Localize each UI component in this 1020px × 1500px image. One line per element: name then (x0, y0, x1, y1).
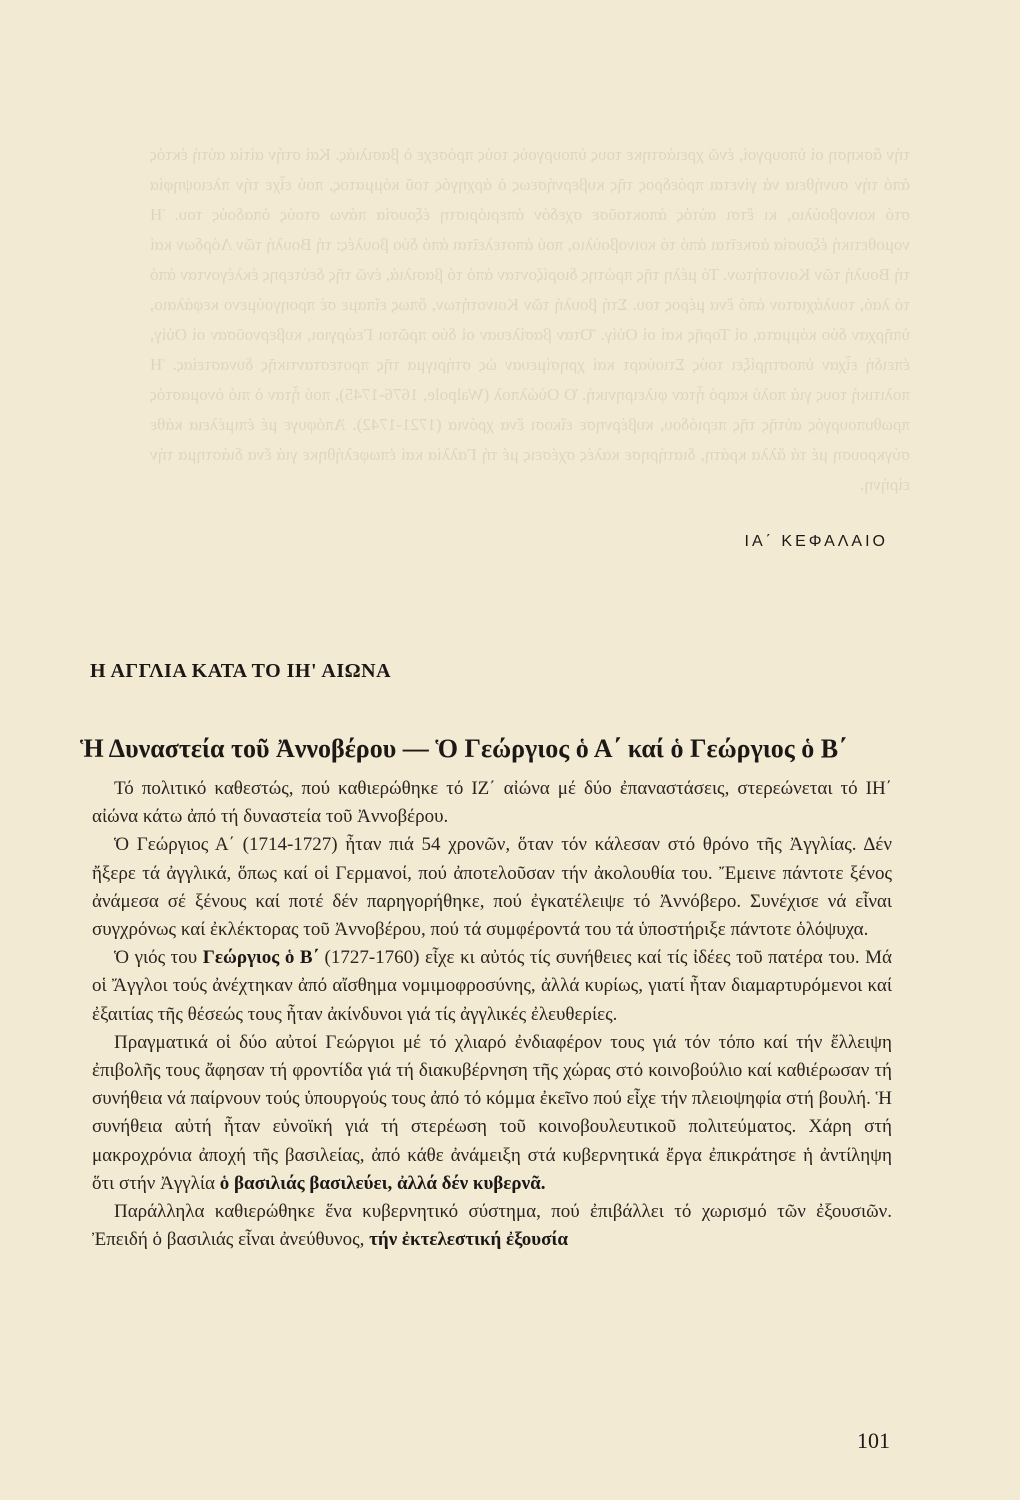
paragraph-2 (92, 831, 892, 944)
chapter-label: ΙΑ΄ ΚΕΦΑΛΑΙΟ (744, 533, 888, 550)
page-number: 101 (857, 1428, 890, 1453)
paragraph-3-text-end: (1727-1760) εἶχε κι αὐτός τίς συνήθειες καί τίς ἰδέες τοῦ πατέρα του. Μά οἱ Ἄγγλοι τούς ἀνέχτηκαν ἀπό αἴσθημα νομιμοφροσύνης, ἀλλά κυρίως, γιατί ἦταν διαμαρτυρόμενοι καί ἐξαιτίας τῆς θέσεώς τους ἦταν ἀκίνδυνοι γιά τίς ἀγγλικές ἐλευθερίες. (92, 947, 893, 1025)
paragraph-1 (92, 775, 892, 831)
paragraph-5-text: Παράλληλα καθιερώθηκε ἕνα κυβερνητικό σύστημα, πού ἐπιβάλλει τό χωρισμό τῶν ἐξουσιῶν. Ἐπειδή ὁ βασιλιάς εἶναι ἀνεύθυνος, (92, 1201, 892, 1251)
paragraph-3 (92, 944, 892, 1029)
bleed-through-text: τήν ἄσκηση οἱ ὑπουργοί, ἐνῶ χρειάστηκε τους ὑπουργούς τούς πρόσεχε ὁ βασιλιάς. Καί στήν αἰτία αὐτή ἐκτός ἀπό τήν συνήθεια νά γίνεται πρόεδρος τῆς κυβερνήσεως ὁ ἀρχηγός τοῦ κόμματος, πού εἶχε τήν πλειοψηφία στό κοινοβούλιο, κι ἔτσι αὐτός ἀποκτοῦσε σχεδόν ἀπεριόριστη ἐξουσία πάνω στούς ὀπαδούς του. Ἡ νομοθετική ἐξουσία ἀσκεῖται ἀπό τό κοινοβούλιο, πού ἀποτελεῖται ἀπό δύο βουλές: τή Βουλή τῶν Λόρδων καί τή Βουλή τῶν Κοινοτήτων. Τό μέλη τῆς πρώτης διορίζονταν ἀπό τό βασιλιά, ἐνῶ τῆς δεύτερης ἐκλέγονταν ἀπό τό λαό, τουλάχιστον ἀπό ἕνα μέρος του. Στή βουλή τῶν Κοινοτήτων, ὅπως εἴπαμε σέ προηγούμενο κεφάλαιο, ὑπῆρχαν δύο κόμματα, οἱ Τορῆς καί οἱ Οὐίγ. Ὅταν βασίλευαν οἱ δύο πρῶτοι Γεώργιοι, κυβερνοῦσαν οἱ Οὐίγ, ἐπειδή εἶχαν ὑποστηρίξει τούς Στιούαρτ καί χρησίμευαν ὡς στήριγμα τῆς προτεσταντικῆς δυναστείας. Ἡ πολιτική τους γιά πολύ καιρό ἦταν φιλειρηνική. Ὁ Οὐώλπολ (Walpole, 1676-1745), πού ἦταν ὁ πιό ὀνομαστός πρωθυπουργός αὐτῆς τῆς περιόδου, κυβέρνησε εἴκοσι ἕνα χρόνια (1721-1742). Ἀπόφυγε μέ ἐπιμέλεια κάθε σύγκρουση μέ τά ἄλλα κράτη, διατήρησε καλές σχέσεις μέ τή Γαλλία καί ἐπωφελήθηκε γιά ἕνα διάστημα τήν εἰρήνη. (150, 145, 910, 494)
section-title: Η ΑΓΓΛΙΑ ΚΑΤΑ ΤΟ ΙΗ' ΑΙΩΝΑ (90, 660, 392, 682)
paragraph-1-text: Τό πολιτικό καθεστώς, πού καθιερώθηκε τό ΙΖ΄ αἰώνα μέ δύο ἐπαναστάσεις, στερεώνεται τό ΙΗ΄ αἰώνα κάτω ἀπό τή δυναστεία τοῦ Ἀννοβέρου. (92, 778, 892, 828)
section-subtitle: Ἡ Δυναστεία τοῦ Ἀννοβέρου — Ὁ Γεώργιος ὁ Α΄ καί ὁ Γεώργιος ὁ Β΄ (80, 734, 847, 763)
paragraph-4-text: Πραγματικά οἱ δύο αὐτοί Γεώργιοι μέ τό χλιαρό ἐνδιαφέρον τους γιά τόν τόπο καί τήν ἔλλειψη ἐπιβολῆς τους ἄφησαν τή φροντίδα γιά τή διακυβέρνηση τῆς χώρας στό κοινοβούλιο καί καθιέρωσαν τή συνήθεια νά παίρνουν τούς ὑπουργούς τους ἀπό τό κόμμα ἐκεῖνο πού εἶχε τήν πλειοψηφία στή βουλή. Ἡ συνήθεια αὐτή ἦταν εὐνοϊκή γιά τή στερέωση τοῦ κοινοβουλευτικοῦ πολιτεύματος. Χάρη στή μακροχρόνια ἀποχή τῆς βασιλείας, ἀπό κάθε ἀνάμειξη στά κυβερνητικά ἔργα ἐπικράτησε ἡ ἀντίληψη ὅτι στήν Ἀγγλία (92, 1031, 892, 1194)
paragraph-4-bold: ὁ βασιλιάς βασιλεύει, ἀλλά δέν κυβερνᾶ. (219, 1172, 546, 1194)
body-text (92, 775, 892, 1254)
paragraph-3-bold: Γεώργιος ὁ Β΄ (202, 947, 319, 969)
paragraph-5-bold: τήν ἐκτελεστική ἐξουσία (369, 1229, 568, 1251)
paragraph-4 (92, 1029, 892, 1198)
paragraph-2-text: Ὁ Γεώργιος Α΄ (1714-1727) ἦταν πιά 54 χρονῶν, ὅταν τόν κάλεσαν στό θρόνο τῆς Ἀγγλίας. Δέν ἤξερε τά ἀγγλικά, ὅπως καί οἱ Γερμανοί, πού ἀποτελοῦσαν τήν ἀκολουθία του. Ἔμεινε πάντοτε ξένος ἀνάμεσα σέ ξένους καί ποτέ δέν παρηγορήθηκε, πού ἐγκατέλειψε τό Ἀννόβερο. Συνέχισε νά εἶναι συγχρόνως καί ἐκλέκτορας τοῦ Ἀννοβέρου, πού τά συμφέροντά του τά ὑποστήριξε πάντοτε ὁλόψυχα. (92, 834, 892, 941)
paragraph-5 (92, 1198, 892, 1254)
paragraph-3-text-start: Ὁ γιός του (114, 947, 203, 969)
